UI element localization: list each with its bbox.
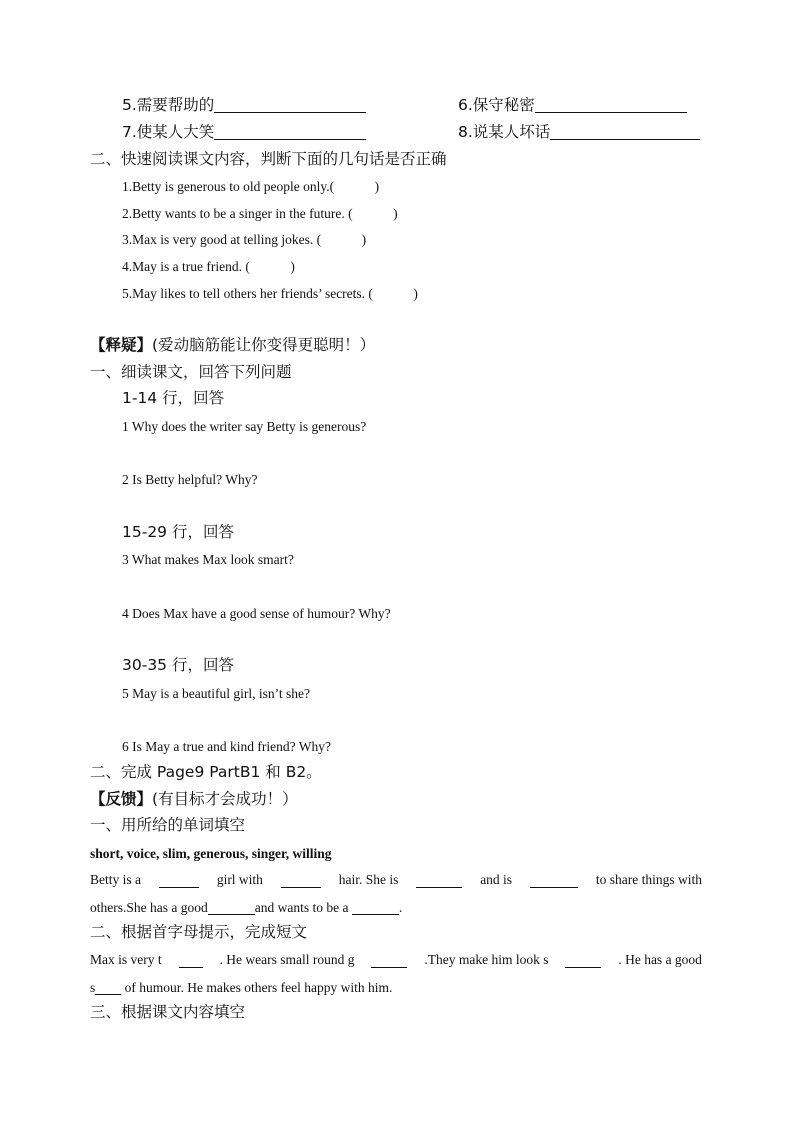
judge-item-5: 5.May likes to tell others her friends’ secrets. ( )	[122, 286, 418, 301]
answer-blank[interactable]	[371, 953, 407, 968]
answer-blank[interactable]	[95, 980, 121, 995]
question-5: 5 May is a beautiful girl, isn’t she?	[122, 686, 310, 701]
answer-blank[interactable]	[416, 873, 462, 888]
fankui-heading-3: 三、根据课文内容填空	[90, 1003, 246, 1021]
vocab-item-8: 8.说某人坏话	[458, 125, 700, 141]
judge-item-1: 1.Betty is generous to old people only.( )	[122, 179, 380, 194]
shiyi-title: 【释疑】(爱动脑筋能让你变得更聪明！）	[90, 336, 376, 354]
answer-blank[interactable]	[159, 873, 199, 888]
fill-line-3: Max is very t . He wears small round g .They make him look s . He has a good	[90, 952, 702, 967]
fankui-heading-2: 二、根据首字母提示，完成短文	[90, 923, 308, 941]
judge-item-3: 3.Max is very good at telling jokes. ( )	[122, 232, 367, 247]
question-3: 3 What makes Max look smart?	[122, 552, 294, 567]
line-range-3: 30-35 行，回答	[122, 656, 234, 674]
fill-line-2: others.She has a good and wants to be a .	[90, 900, 403, 915]
answer-blank[interactable]	[179, 953, 203, 968]
answer-blank[interactable]	[535, 98, 687, 113]
vocab-item-6: 6.保守秘密	[458, 98, 687, 114]
quick-read-heading: 二、快速阅读课文内容，判断下面的几句话是否正确	[90, 150, 447, 168]
shiyi-heading-2: 二、完成 Page9 PartB1 和 B2。	[90, 763, 322, 781]
fankui-title: 【反馈】(有目标才会成功！）	[90, 790, 298, 808]
answer-blank[interactable]	[565, 953, 601, 968]
judge-item-2: 2.Betty wants to be a singer in the future. ( )	[122, 206, 398, 221]
fankui-heading-1: 一、用所给的单词填空	[90, 816, 246, 834]
question-1: 1 Why does the writer say Betty is generous?	[122, 419, 367, 434]
answer-blank[interactable]	[352, 900, 399, 915]
line-range-1: 1-14 行，回答	[122, 389, 225, 407]
answer-blank[interactable]	[530, 873, 578, 888]
word-bank: short, voice, slim, generous, singer, willing	[90, 846, 332, 861]
fill-line-4: s of humour. He makes others feel happy with him.	[90, 980, 393, 995]
vocab-item-5: 5.需要帮助的	[122, 98, 366, 114]
answer-blank[interactable]	[550, 125, 700, 140]
answer-blank[interactable]	[214, 98, 366, 113]
line-range-2: 15-29 行，回答	[122, 523, 234, 541]
judge-item-4: 4.May is a true friend. ( )	[122, 259, 295, 274]
vocab-item-7: 7.使某人大笑	[122, 125, 366, 141]
shiyi-heading-1: 一、细读课文，回答下列问题	[90, 363, 292, 381]
fill-line-1: Betty is a girl with hair. She is and is to share things with	[90, 872, 702, 887]
question-4: 4 Does Max have a good sense of humour? Why?	[122, 606, 391, 621]
answer-blank[interactable]	[281, 873, 321, 888]
answer-blank[interactable]	[214, 125, 366, 140]
question-6: 6 Is May a true and kind friend? Why?	[122, 739, 331, 754]
question-2: 2 Is Betty helpful? Why?	[122, 472, 258, 487]
answer-blank[interactable]	[208, 900, 255, 915]
